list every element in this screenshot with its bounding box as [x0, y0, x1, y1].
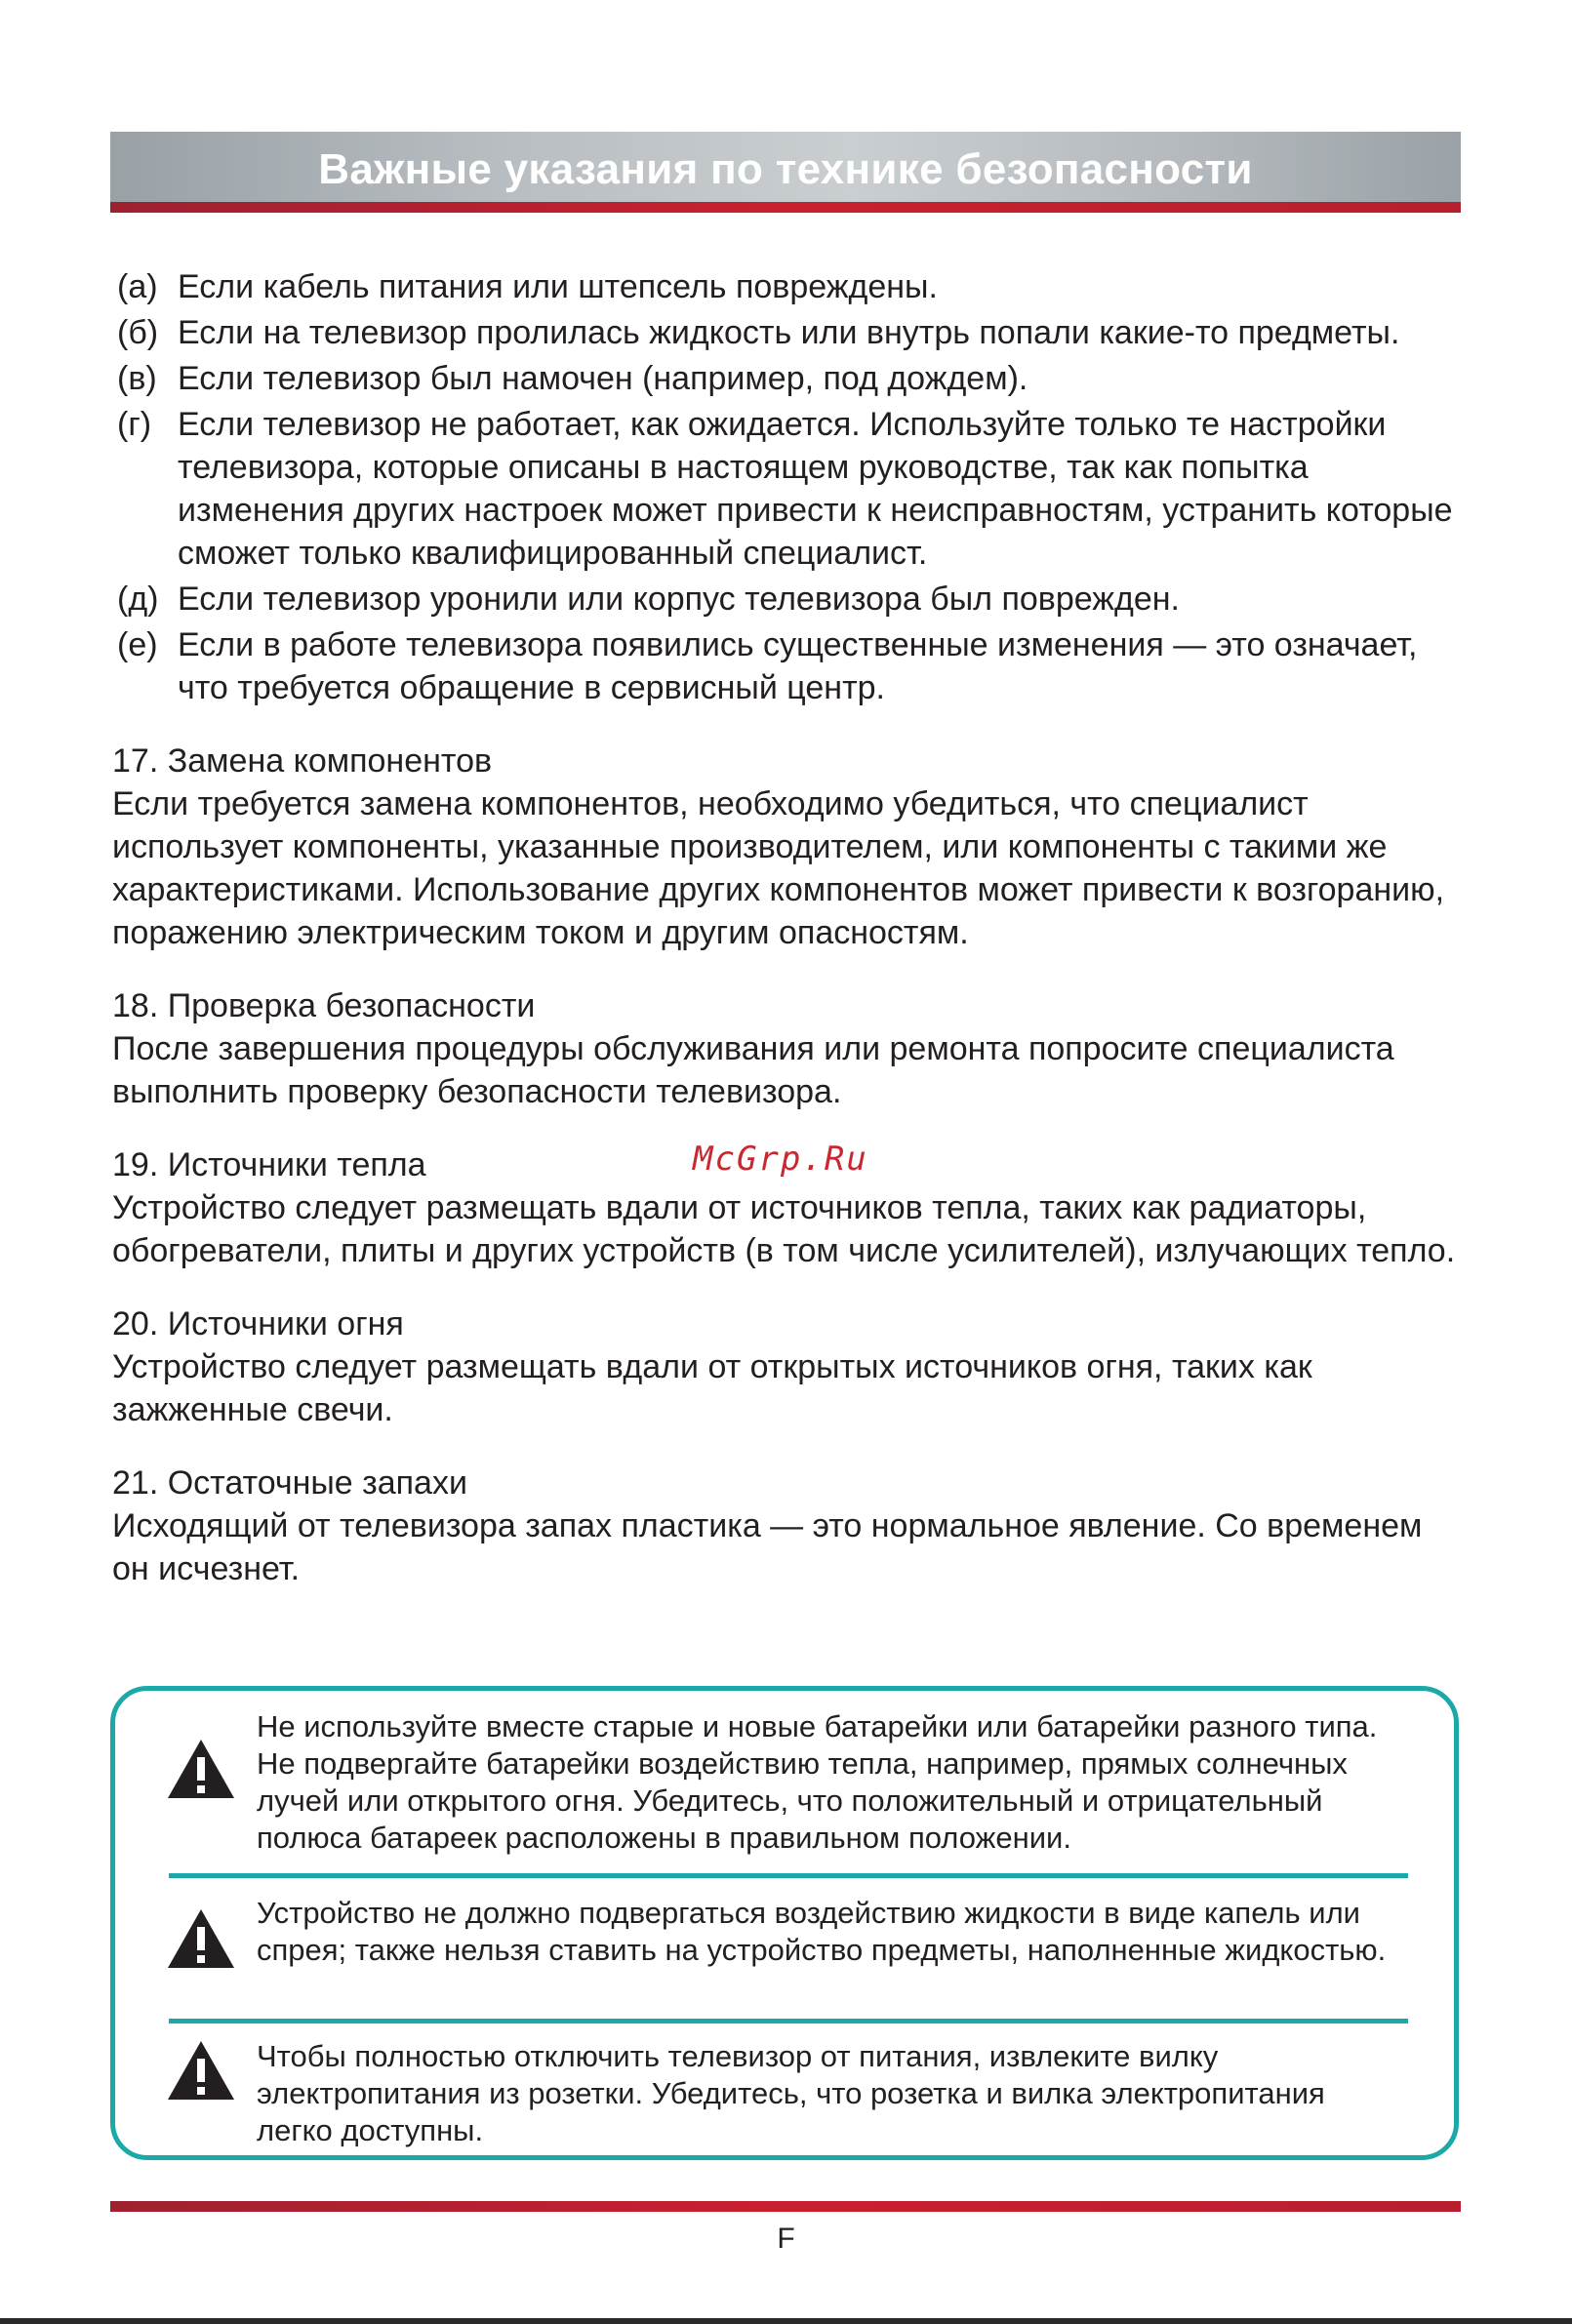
header-banner [110, 132, 1461, 212]
list-item [112, 623, 1464, 709]
section-body: После завершения процедуры обслуживания или ремонта попросите специалиста выполнить проверку безопасности телевизора. [112, 1030, 1394, 1110]
list-item [112, 578, 1464, 621]
warning-triangle-icon [166, 1738, 236, 1800]
section-title: 18. Проверка безопасности [112, 987, 536, 1024]
section-title: 19. Источники тепла [112, 1146, 426, 1183]
section-title: 21. Остаточные запахи [112, 1464, 467, 1502]
section-body: Если требуется замена компонентов, необходимо убедиться, что специалист использует компоненты, указанные производителем, или компоненты с такими же характеристиками. Использование других компонентов может привести к возгоранию, поражению электрическим током и другим опасностям. [112, 785, 1445, 951]
warning-triangle-icon [166, 1907, 236, 1970]
section-safety-check [112, 984, 1464, 1113]
page-number: F [777, 2223, 795, 2255]
page-title: Важные указания по технике безопасности [318, 145, 1253, 193]
section-body: Устройство следует размещать вдали от источников тепла, таких как радиаторы, обогреватели, плиты и других устройств (в том числе усилителей), излучающих тепло. [112, 1189, 1456, 1269]
section-residual-odors [112, 1462, 1464, 1590]
list-marker: (в) [117, 360, 157, 397]
list-marker: (д) [117, 581, 159, 618]
section-fire-sources [112, 1302, 1464, 1431]
list-text: Если кабель питания или штепсель повреждены. [178, 268, 938, 305]
section-body: Исходящий от телевизора запах пластика — это нормальное явление. Со временем он исчезнет. [112, 1507, 1423, 1587]
list-marker: (г) [117, 406, 152, 443]
section-title: 17. Замена компонентов [112, 742, 493, 780]
list-item [112, 357, 1464, 400]
list-marker: (е) [117, 626, 158, 663]
warning-text: Чтобы полностью отключить телевизор от питания, извлеките вилку электропитания из розетки. Убедитесь, что розетка и вилка электропитания легко доступны. [257, 2039, 1325, 2147]
watermark: McGrp.Ru [693, 1140, 868, 1179]
list-marker: (а) [117, 268, 158, 305]
warning-box [110, 1686, 1459, 2160]
warning-text: Не используйте вместе старые и новые батарейки или батарейки разного типа. Не подвергайте батарейки воздействию тепла, например, прямых солнечных лучей или открытого огня. Убедитесь, что положительный и отрицательный полюса батареек расположены в правильном положении. [257, 1709, 1378, 1855]
list-item [112, 403, 1464, 575]
footer-red-stripe [110, 2201, 1461, 2212]
list-item [112, 265, 1464, 308]
list-text: Если телевизор уронили или корпус телевизора был поврежден. [178, 581, 1181, 618]
section-title: 20. Источники огня [112, 1305, 404, 1342]
list-text: Если телевизор был намочен (например, под дождем). [178, 360, 1028, 397]
bottom-edge-line [0, 2318, 1572, 2324]
list-marker: (б) [117, 314, 159, 351]
list-item [112, 311, 1464, 354]
warning-triangle-icon [166, 2039, 236, 2102]
section-component-replacement [112, 740, 1464, 954]
warning-text: Устройство не должно подвергаться воздействию жидкости в виде капель или спрея; также нельзя ставить на устройство предметы, наполненные жидкостью. [257, 1896, 1387, 1967]
main-content [112, 265, 1464, 1590]
condition-list [112, 265, 1464, 709]
warning-divider [169, 2019, 1408, 2023]
warning-divider [169, 1873, 1408, 1878]
list-text: Если телевизор не работает, как ожидается. Используйте только те настройки телевизора, которые описаны в настоящем руководстве, так как попытка изменения других настроек может привести к неисправностям, устранить которые сможет только квалифицированный специалист. [178, 406, 1453, 572]
section-body: Устройство следует размещать вдали от открытых источников огня, таких как зажженные свечи. [112, 1348, 1312, 1428]
header-red-stripe [110, 202, 1461, 213]
list-text: Если в работе телевизора появились существенные изменения — это означает, что требуется обращение в сервисный центр. [178, 626, 1418, 706]
list-text: Если на телевизор пролилась жидкость или внутрь попали какие-то предметы. [178, 314, 1400, 351]
